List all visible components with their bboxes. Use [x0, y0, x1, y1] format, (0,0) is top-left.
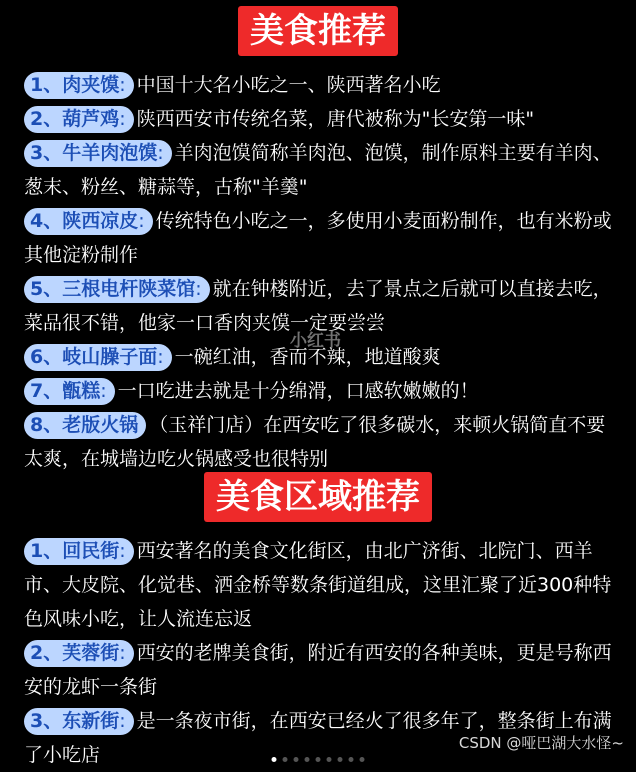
- item-name: 东新街: [62, 710, 120, 732]
- item-name: 芙蓉街: [62, 642, 120, 664]
- pagination-dot[interactable]: [349, 757, 354, 762]
- item-colon: :: [157, 142, 164, 164]
- area-item: [24, 534, 616, 636]
- item-description: 一口吃进去就是十分绵滑，口感软嫩嫩的！: [117, 380, 479, 402]
- pagination-dot[interactable]: [283, 757, 288, 762]
- item-number: 8、: [30, 414, 63, 436]
- item-number: 2、: [30, 642, 63, 664]
- item-description: 中国十大名小吃之一、陕西著名小吃: [136, 74, 441, 96]
- item-number: 3、: [30, 142, 63, 164]
- pagination-dot[interactable]: [294, 757, 299, 762]
- item-name: 陕西凉皮: [62, 210, 139, 232]
- food-section-title: 美食推荐: [238, 6, 398, 56]
- pagination-dot[interactable]: [316, 757, 321, 762]
- item-description: 羊肉泡馍简称羊肉泡、泡馍，制作原料主要有羊肉、葱末、粉丝、糖蒜等，古称"羊羹": [24, 142, 612, 198]
- food-item: [24, 102, 616, 136]
- food-item-tag: [24, 106, 134, 133]
- food-item: [24, 68, 616, 102]
- food-item: [24, 408, 616, 476]
- item-number: 6、: [30, 346, 63, 368]
- item-number: 1、: [30, 540, 63, 562]
- item-colon: :: [119, 108, 126, 130]
- area-item-tag: [24, 640, 134, 667]
- food-item-tag: [24, 412, 146, 439]
- food-item-tag: [24, 72, 134, 99]
- item-description: 一碗红油，香而不辣，地道酸爽: [174, 346, 441, 368]
- food-item: [24, 374, 616, 408]
- item-name: 甑糕: [62, 380, 101, 402]
- item-colon: :: [119, 710, 126, 732]
- item-name: 三根电杆陕菜馆: [62, 278, 196, 300]
- food-item-tag: [24, 208, 153, 235]
- pagination-dot[interactable]: [272, 757, 277, 762]
- item-description: 是一条夜市街，在西安已经火了很多年了，整条街上布满了小吃店: [24, 710, 612, 766]
- item-description: 西安著名的美食文化街区，由北广济街、北院门、西羊市、大皮院、化觉巷、洒金桥等数条街道组成，这里汇聚了近300种特色风味小吃，让人流连忘返: [24, 540, 612, 630]
- item-name: 老版火锅: [62, 414, 139, 436]
- item-name: 肉夹馍: [62, 74, 120, 96]
- area-item-tag: [24, 708, 134, 735]
- item-name: 岐山臊子面: [62, 346, 158, 368]
- item-number: 7、: [30, 380, 63, 402]
- item-name: 葫芦鸡: [62, 108, 120, 130]
- item-colon: :: [100, 380, 107, 402]
- pagination-dots[interactable]: [272, 757, 365, 762]
- food-item-tag: [24, 276, 210, 303]
- watermark: 小红书: [290, 331, 341, 351]
- item-name: 回民街: [62, 540, 120, 562]
- item-number: 4、: [30, 210, 63, 232]
- food-item-tag: [24, 344, 172, 371]
- food-list: [24, 68, 616, 476]
- food-item-tag: [24, 378, 115, 405]
- item-description: 西安的老牌美食街，附近有西安的各种美味，更是号称西安的龙虾一条街: [24, 642, 612, 698]
- item-colon: :: [195, 278, 202, 300]
- item-colon: :: [119, 540, 126, 562]
- csdn-credit: CSDN @哑巴湖大水怪~: [458, 734, 624, 752]
- item-colon: :: [138, 210, 145, 232]
- item-number: 1、: [30, 74, 63, 96]
- item-colon: :: [119, 642, 126, 664]
- pagination-dot[interactable]: [305, 757, 310, 762]
- pagination-dot[interactable]: [360, 757, 365, 762]
- item-description: 传统特色小吃之一，多使用小麦面粉制作，也有米粉或其他淀粉制作: [24, 210, 612, 266]
- food-item: [24, 204, 616, 272]
- item-colon: :: [157, 346, 164, 368]
- item-colon: :: [119, 74, 126, 96]
- item-number: 5、: [30, 278, 63, 300]
- area-section-title: 美食区域推荐: [204, 472, 432, 522]
- item-number: 2、: [30, 108, 63, 130]
- item-description: （玉祥门店）在西安吃了很多碳水，来顿火锅简直不要太爽，在城墙边吃火锅感受也很特别: [24, 414, 606, 470]
- area-item: [24, 636, 616, 704]
- pagination-dot[interactable]: [327, 757, 332, 762]
- item-description: 陕西西安市传统名菜，唐代被称为"长安第一味": [136, 108, 535, 130]
- food-item: [24, 136, 616, 204]
- pagination-dot[interactable]: [338, 757, 343, 762]
- item-description: 就在钟楼附近，去了景点之后就可以直接去吃，菜品很不错，他家一口香肉夹馍一定要尝尝: [24, 278, 612, 334]
- item-number: 3、: [30, 710, 63, 732]
- food-item-tag: [24, 140, 172, 167]
- item-name: 牛羊肉泡馍: [62, 142, 158, 164]
- area-item-tag: [24, 538, 134, 565]
